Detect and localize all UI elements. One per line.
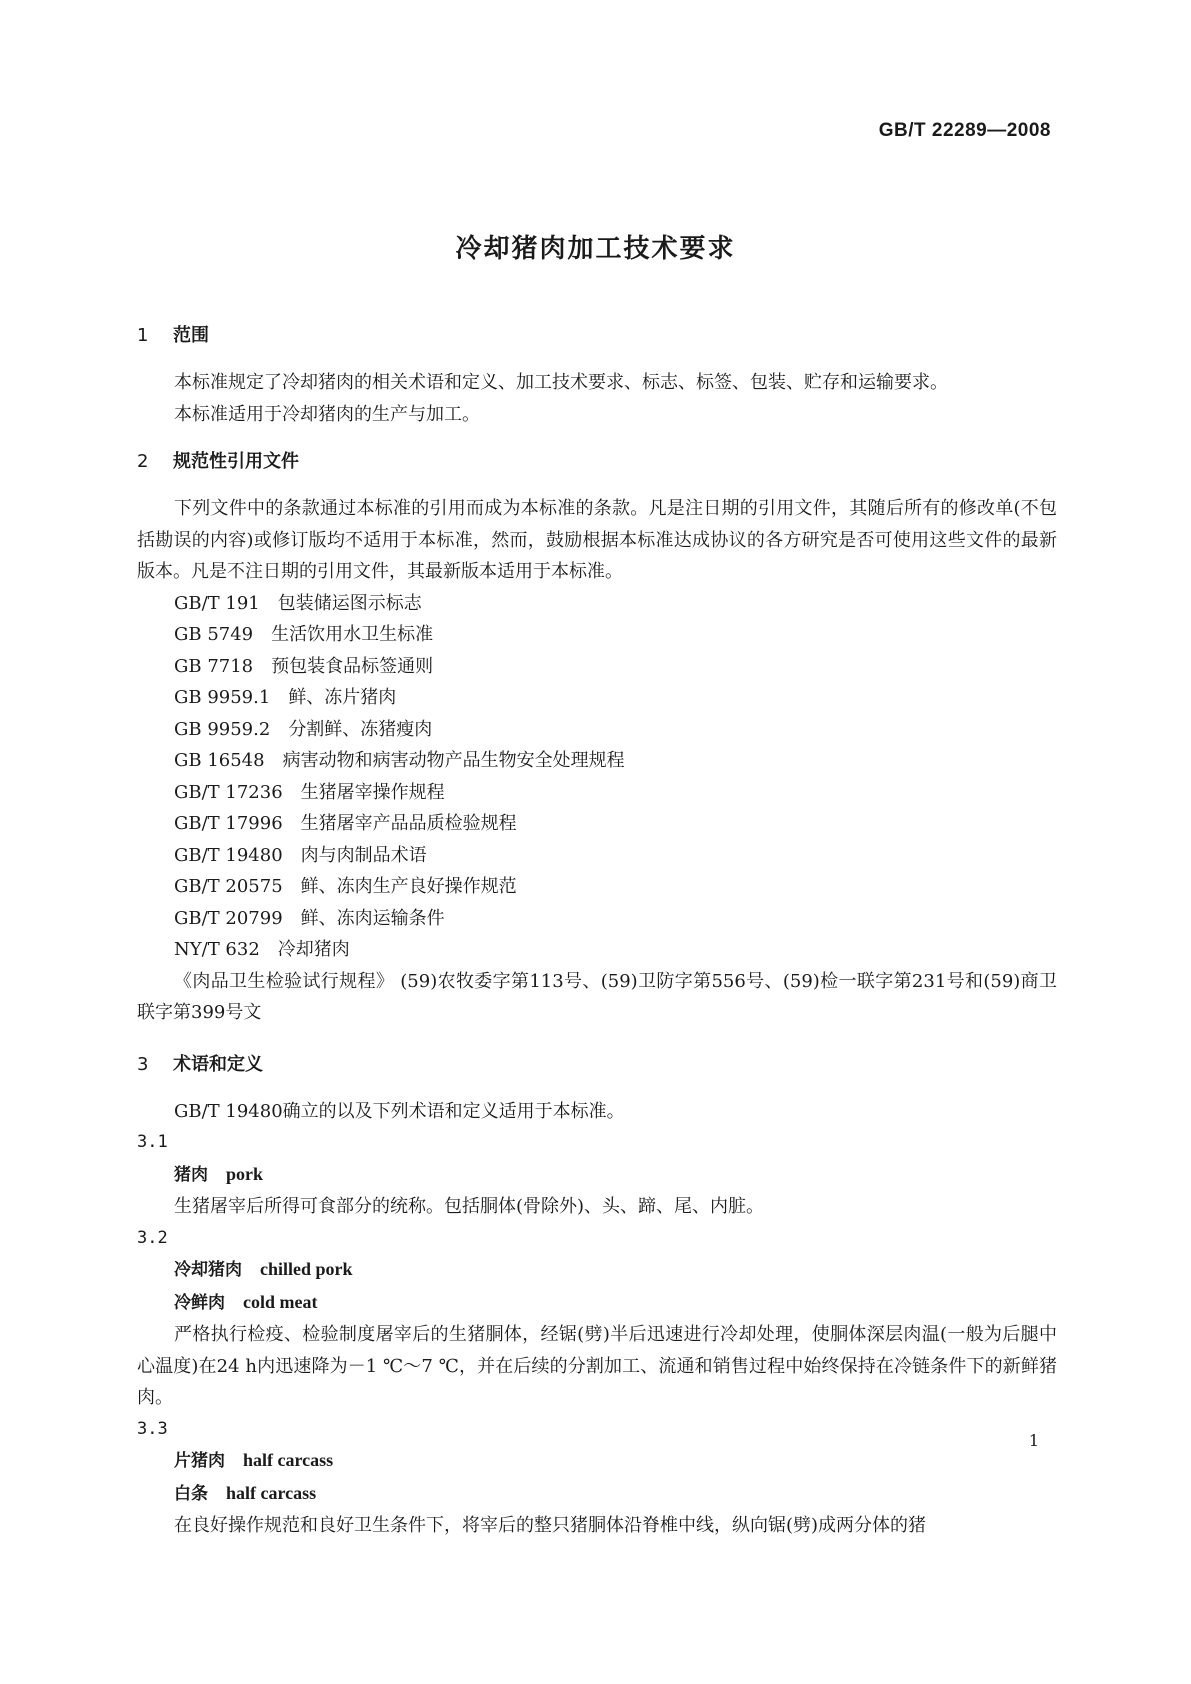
reference-title: 预包装食品标签通则 (271, 655, 434, 677)
paragraph: 本标准规定了冷却猪肉的相关术语和定义、加工技术要求、标志、标签、包装、贮存和运输要求。 (174, 372, 948, 393)
reference-code: GB 9959.2 (174, 718, 271, 740)
section-number: 1 (137, 325, 149, 346)
reference-code: GB/T 19480 (174, 844, 283, 866)
term-cn: 猪肉 (174, 1164, 208, 1185)
reference-item (137, 808, 1057, 840)
term-definition: 严格执行检疫、检验制度屠宰后的生猪胴体，经锯(劈)半后迅速进行冷却处理，使胴体深层肉温(一般为后腿中心温度)在24 h内迅速降为－1 ℃～7 ℃，并在后续的分割加工、流通和销售过程中始终保持在冷链条件下的新鲜猪肉。 (137, 1324, 1057, 1408)
section-title: 范围 (173, 325, 209, 346)
term-en: pork (226, 1163, 264, 1184)
section-number: 2 (137, 451, 149, 472)
reference-item (137, 714, 1057, 746)
reference-code: GB 5749 (174, 624, 254, 645)
term-en: half carcass (243, 1450, 334, 1470)
reference-code: GB/T 17996 (174, 813, 283, 834)
extra-reference: 《肉品卫生检验试行规程》 (59)农牧委字第113号、(59)卫防字第556号、(59)检一联字第231号和(59)商卫联字第399号文 (137, 970, 1057, 1023)
section-title: 术语和定义 (173, 1053, 263, 1075)
term-alias (137, 1478, 1057, 1511)
reference-item (137, 934, 1057, 966)
paragraph: 本标准适用于冷却猪肉的生产与加工。 (174, 403, 480, 425)
paragraph: GB/T 19480确立的以及下列术语和定义适用于本标准。 (174, 1100, 625, 1122)
reference-title: 鲜、冻肉生产良好操作规范 (300, 876, 517, 897)
reference-code: GB/T 20799 (174, 907, 283, 929)
term-en: chilled pork (260, 1259, 353, 1279)
page-number: 1 (1028, 1431, 1039, 1450)
term-cn: 冷却猪肉 (174, 1260, 242, 1280)
section-title: 规范性引用文件 (173, 451, 299, 472)
reference-code: GB 9959.1 (174, 687, 271, 708)
reference-item (137, 777, 1057, 809)
term-definition: 生猪屠宰后所得可食部分的统称。包括胴体(骨除外)、头、蹄、尾、内脏。 (174, 1196, 765, 1217)
term-heading (137, 1445, 1057, 1478)
reference-title: 分割鲜、冻猪瘦肉 (288, 718, 433, 740)
clause-number: 3.2 (137, 1227, 168, 1248)
document-body (137, 322, 1057, 1542)
alias-cn: 白条 (174, 1483, 208, 1504)
term-alias (137, 1287, 1057, 1320)
document-title: 冷却猪肉加工技术要求 (455, 234, 736, 264)
section-number: 3 (137, 1053, 149, 1075)
reference-title: 生猪屠宰操作规程 (300, 781, 445, 803)
reference-title: 生猪屠宰产品品质检验规程 (300, 813, 517, 834)
reference-title: 鲜、冻片猪肉 (288, 687, 397, 708)
term-definition: 在良好操作规范和良好卫生条件下，将宰后的整只猪胴体沿脊椎中线，纵向锯(劈)成两分体的猪 (174, 1515, 927, 1536)
reference-title: 病害动物和病害动物产品生物安全处理规程 (282, 750, 625, 771)
alias-en: cold meat (243, 1291, 318, 1312)
reference-code: NY/T 632 (174, 939, 260, 960)
reference-title: 冷却猪肉 (277, 939, 350, 960)
reference-title: 包装储运图示标志 (277, 592, 422, 614)
reference-item (137, 588, 1057, 620)
standard-code: GB/T 22289—2008 (878, 120, 1051, 141)
reference-title: 鲜、冻肉运输条件 (300, 907, 445, 929)
reference-item (137, 903, 1057, 935)
reference-code: GB 7718 (174, 655, 254, 677)
reference-code: GB/T 20575 (174, 876, 283, 897)
reference-item (137, 619, 1057, 651)
term-heading (137, 1159, 1057, 1192)
reference-item (137, 871, 1057, 903)
reference-code: GB/T 17236 (174, 781, 283, 803)
term-cn: 片猪肉 (174, 1451, 225, 1471)
alias-cn: 冷鲜肉 (174, 1292, 225, 1313)
reference-list (137, 588, 1057, 966)
reference-code: GB/T 191 (174, 592, 260, 614)
reference-item (137, 651, 1057, 683)
term-heading (137, 1254, 1057, 1287)
reference-item (137, 745, 1057, 777)
reference-code: GB 16548 (174, 750, 265, 771)
reference-title: 生活饮用水卫生标准 (271, 624, 434, 645)
alias-en: half carcass (226, 1482, 317, 1503)
clause-number: 3.3 (137, 1418, 168, 1439)
section-1-heading (137, 322, 1057, 349)
reference-title: 肉与肉制品术语 (300, 844, 427, 866)
section-2-heading (137, 448, 1057, 475)
reference-item (137, 840, 1057, 872)
clause-number: 3.1 (137, 1132, 168, 1152)
section-3-heading (137, 1051, 1057, 1078)
reference-item (137, 682, 1057, 714)
paragraph: 下列文件中的条款通过本标准的引用而成为本标准的条款。凡是注日期的引用文件，其随后所有的修改单(不包括勘误的内容)或修订版均不适用于本标准，然而，鼓励根据本标准达成协议的各方研究是否可使用这些文件的最新版本。凡是不注日期的引用文件，其最新版本适用于本标准。 (137, 498, 1057, 582)
